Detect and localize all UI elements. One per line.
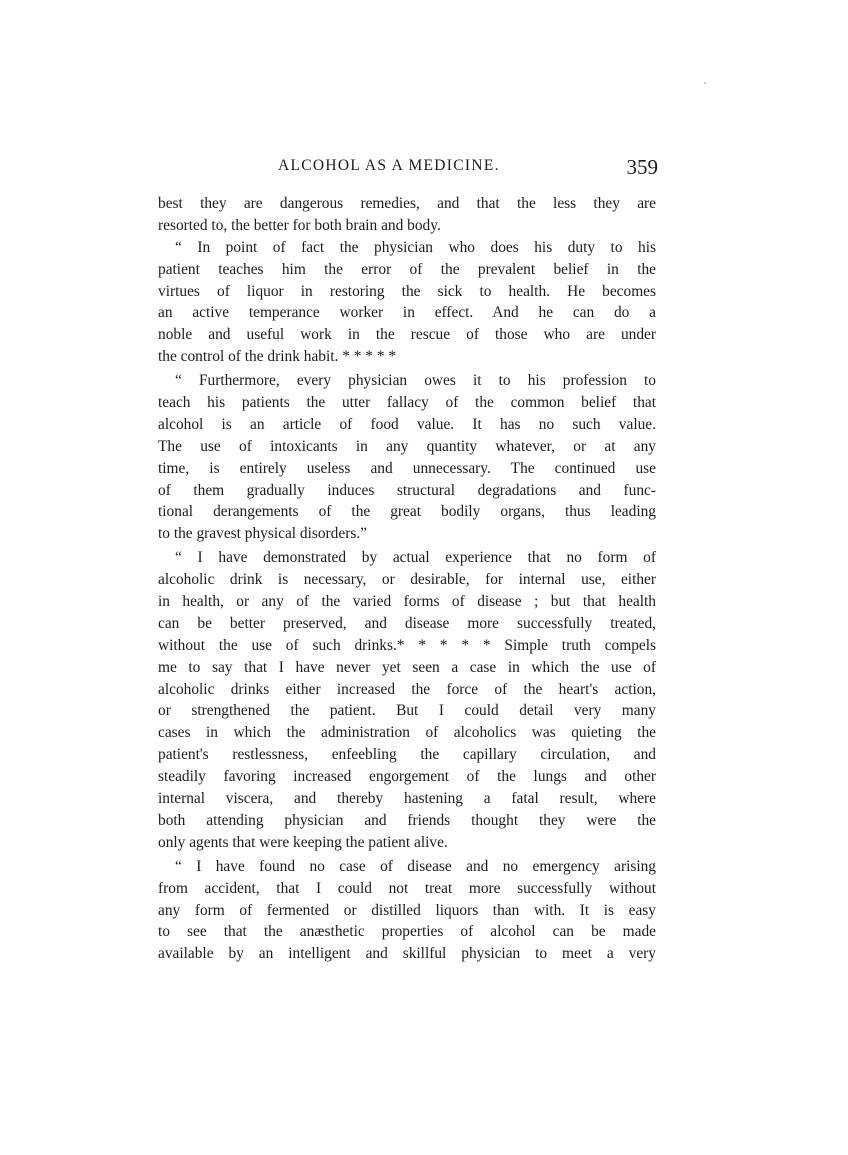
page-number: 359 bbox=[626, 155, 658, 179]
text-line: alcoholic drinks either increased the force of the heart's action, bbox=[158, 680, 656, 698]
text-line: noble and useful work in the rescue of those who are under bbox=[158, 326, 656, 344]
text-line: best they are dangerous remedies, and that the less they are bbox=[158, 195, 656, 212]
text-line: resorted to, the better for both brain and body. bbox=[158, 216, 441, 234]
text-line: both attending physician and friends thought they were the bbox=[158, 811, 656, 829]
text-line: tional derangements of the great bodily organs, thus leading bbox=[158, 503, 656, 521]
text-line: of them gradually induces structural degradations and func- bbox=[158, 481, 656, 499]
text-line: can be better preserved, and disease more successfully treated, bbox=[158, 614, 656, 632]
text-line: from accident, that I could not treat more successfully without bbox=[158, 879, 656, 897]
paragraph bbox=[158, 856, 656, 965]
paragraph bbox=[158, 370, 656, 545]
text-line: time, is entirely useless and unnecessary. The continued use bbox=[158, 459, 656, 477]
text-line: steadily favoring increased engorgement of the lungs and other bbox=[158, 768, 656, 786]
text-line: in health, or any of the varied forms of disease ; but that health bbox=[158, 593, 656, 611]
text-line: without the use of such drinks.* * * * * Simple truth compels bbox=[158, 636, 656, 654]
text-line: available by an intelligent and skillful physician to meet a very bbox=[158, 945, 656, 963]
text-line: any form of fermented or distilled liquors than with. It is easy bbox=[158, 901, 656, 919]
text-line: alcoholic drink is necessary, or desirable, for internal use, either bbox=[158, 571, 656, 589]
text-line: me to say that I have never yet seen a case in which the use of bbox=[158, 658, 656, 676]
text-line: patient's restlessness, enfeebling the capillary circulation, and bbox=[158, 746, 656, 764]
text-line: teach his patients the utter fallacy of the common belief that bbox=[158, 394, 656, 412]
text-line: an active temperance worker in effect. And he can do a bbox=[158, 304, 656, 322]
running-head bbox=[272, 155, 658, 183]
text-line: “ I have demonstrated by actual experience that no form of bbox=[175, 549, 656, 567]
text-line: patient teaches him the error of the prevalent belief in the bbox=[158, 260, 656, 278]
text-line: cases in which the administration of alcoholics was quieting the bbox=[158, 724, 656, 742]
text-line: “ I have found no case of disease and no emergency arising bbox=[175, 857, 656, 875]
paragraph bbox=[158, 237, 656, 368]
text-line: virtues of liquor in restoring the sick to health. He becomes bbox=[158, 282, 656, 300]
text-line: only agents that were keeping the patient alive. bbox=[158, 833, 448, 851]
scan-speck bbox=[704, 82, 706, 84]
text-line: The use of intoxicants in any quantity whatever, or at any bbox=[158, 437, 656, 455]
text-line: to see that the anæsthetic properties of alcohol can be made bbox=[158, 923, 656, 941]
text-line: “ In point of fact the physician who does his duty to his bbox=[175, 238, 656, 256]
text-line: to the gravest physical disorders.” bbox=[158, 525, 367, 543]
text-line: alcohol is an article of food value. It has no such value. bbox=[158, 415, 656, 433]
text-line: internal viscera, and thereby hastening a fatal result, where bbox=[158, 790, 656, 808]
paragraph bbox=[158, 547, 656, 853]
text-line: “ Furthermore, every physician owes it to his profession to bbox=[175, 372, 656, 390]
text-line: the control of the drink habit. * * * * * bbox=[158, 348, 397, 366]
paragraph bbox=[158, 193, 656, 237]
running-title: ALCOHOL AS A MEDICINE. bbox=[278, 157, 500, 174]
body-text bbox=[158, 193, 656, 965]
text-line: or strengthened the patient. But I could detail very many bbox=[158, 702, 656, 720]
